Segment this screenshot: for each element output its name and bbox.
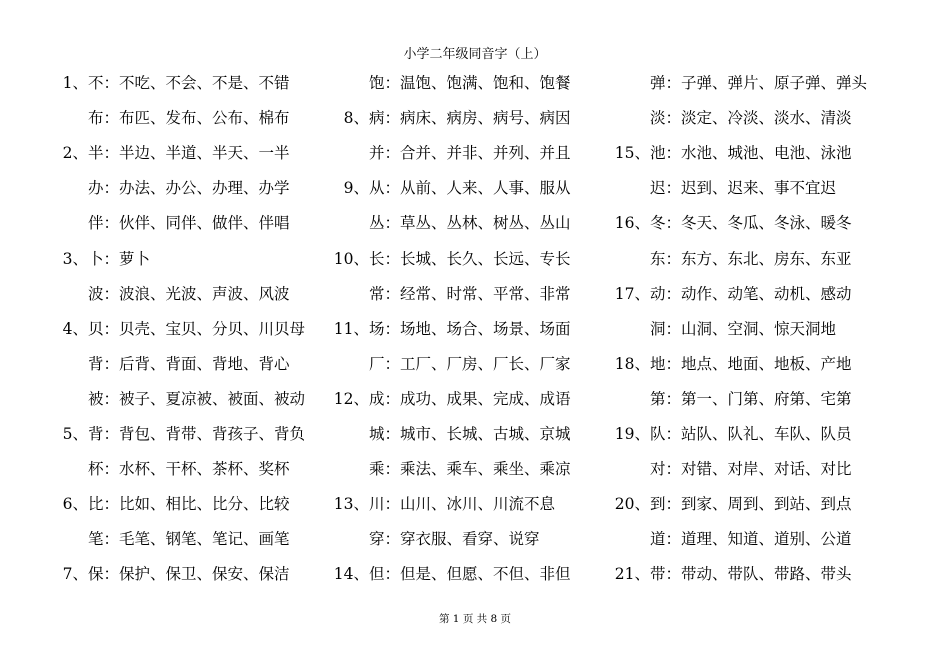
entry-text: 穿：穿衣服、看穿、说穿 [369, 530, 540, 549]
entry-text: 到：到家、周到、到站、到点 [650, 495, 852, 514]
entry-text: 队：站队、队礼、车队、队员 [650, 425, 852, 443]
entry-text: 冬：冬天、冬瓜、冬泳、暖冬 [650, 214, 852, 233]
entry-number: 6、 [62, 495, 88, 514]
entry-number-box [0, 487, 650, 522]
entry-text: 病：病床、病房、病号、病因 [369, 109, 571, 128]
entry-number-box [0, 277, 650, 312]
entry-text: 被：被子、夏凉被、被面、被动 [88, 389, 306, 408]
entry-number: 17、 [614, 284, 650, 303]
entry-number: 11、 [333, 319, 369, 338]
entry-text: 东：东方、东北、房东、东亚 [650, 249, 852, 268]
list-item [0, 206, 950, 241]
entry-text: 卜：萝卜 [88, 249, 151, 268]
entry-number: 19、 [614, 425, 650, 443]
entry-text: 厂：工厂、厂房、厂长、厂家 [369, 354, 571, 373]
entry-text: 迟：迟到、迟来、事不宜迟 [650, 179, 837, 198]
entry-text: 从：从前、人来、人事、服从 [369, 179, 571, 198]
entry-number: 18、 [614, 354, 650, 373]
page-footer: 第 1 页 共 8 页 [438, 613, 512, 625]
entry-number-box [0, 382, 650, 417]
entry-number-box [0, 312, 650, 347]
entry-text: 比：比如、相比、比分、比较 [88, 495, 290, 514]
entry-number: 15、 [614, 144, 650, 163]
entry-number: 3、 [62, 249, 88, 268]
entry-text: 笔：毛笔、钢笔、笔记、画笔 [88, 530, 290, 549]
entry-text: 城：城市、长城、古城、京城 [369, 425, 571, 443]
entry-text: 乘：乘法、乘车、乘坐、乘凉 [369, 460, 571, 479]
entry-text: 池：水池、城池、电池、泳池 [650, 144, 852, 163]
entry-text: 地：地点、地面、地板、产地 [650, 354, 852, 373]
entry-number-box [0, 171, 650, 206]
entry-number-box [0, 136, 650, 171]
entry-text: 道：道理、知道、道别、公道 [650, 530, 852, 549]
entry-text: 常：经常、时常、平常、非常 [369, 284, 571, 303]
entry-text: 第：第一、门第、府第、宅第 [650, 389, 852, 408]
entry-text: 对：对错、对岸、对话、对比 [650, 460, 852, 479]
list-item [0, 522, 950, 557]
entry-text: 动：动作、动笔、动机、感动 [650, 284, 852, 303]
list-item [0, 171, 950, 206]
list-item [0, 66, 950, 101]
entry-text: 场：场地、场合、场景、场面 [369, 319, 571, 338]
list-item [0, 487, 950, 522]
entry-number-box [0, 452, 650, 487]
entry-number: 4、 [62, 319, 88, 338]
entry-number-box [0, 66, 650, 101]
entry-number-box [0, 347, 650, 382]
page-title: 小学二年级同音字（上） [403, 47, 547, 62]
entry-text: 成：成功、成果、完成、成语 [369, 389, 571, 408]
entry-text: 川：山川、冰川、川流不息 [369, 495, 556, 514]
entry-number-box [0, 522, 650, 557]
entry-number: 21、 [614, 565, 650, 584]
list-item [0, 242, 950, 277]
entry-number: 14、 [333, 565, 369, 584]
word-columns [0, 66, 950, 596]
list-item [0, 136, 950, 171]
list-item [0, 452, 950, 487]
entry-text: 贝：贝壳、宝贝、分贝、川贝母 [88, 319, 306, 338]
list-item [0, 101, 950, 136]
entry-number: 12、 [333, 389, 369, 408]
entry-text: 弹：子弹、弹片、原子弹、弹头 [650, 74, 868, 92]
list-item [0, 312, 950, 347]
entry-number-box [0, 417, 650, 452]
entry-text: 办：办法、办公、办理、办学 [88, 179, 290, 198]
entry-number: 2、 [62, 144, 88, 163]
entry-text: 波：波浪、光波、声波、风波 [88, 284, 290, 303]
entry-number: 7、 [62, 565, 88, 584]
entry-text: 背：背包、背带、背孩子、背负 [88, 425, 306, 443]
entry-text: 饱：温饱、饱满、饱和、饱餐 [369, 74, 571, 92]
entry-text: 淡：淡定、冷淡、淡水、清淡 [650, 109, 852, 128]
entry-text: 半：半边、半道、半天、一半 [88, 144, 290, 163]
entry-number: 16、 [614, 214, 650, 233]
list-item [0, 557, 950, 592]
entry-number: 13、 [333, 495, 369, 514]
entry-number: 10、 [333, 249, 369, 268]
entry-number-box [0, 242, 650, 277]
list-item [0, 382, 950, 417]
entry-number-box [0, 101, 650, 136]
entry-number-box [0, 557, 650, 592]
entry-text: 伴：伙伴、同伴、做伴、伴唱 [88, 214, 290, 233]
entry-text: 洞：山洞、空洞、惊天洞地 [650, 319, 837, 338]
entry-number: 8、 [343, 109, 369, 128]
entry-text: 杯：水杯、干杯、茶杯、奖杯 [88, 460, 290, 479]
entry-text: 不：不吃、不会、不是、不错 [88, 74, 290, 92]
entry-number: 5、 [62, 425, 88, 443]
entry-text: 但：但是、但愿、不但、非但 [369, 565, 571, 584]
entry-text: 背：后背、背面、背地、背心 [88, 354, 290, 373]
list-item [0, 277, 950, 312]
entry-text: 布：布匹、发布、公布、棉布 [88, 109, 290, 128]
list-item [0, 347, 950, 382]
list-item [0, 417, 950, 452]
entry-text: 丛：草丛、丛林、树丛、丛山 [369, 214, 571, 233]
entry-number: 1、 [62, 74, 88, 92]
entry-text: 保：保护、保卫、保安、保洁 [88, 565, 290, 584]
entry-text: 长：长城、长久、长远、专长 [369, 249, 571, 268]
entry-number-box [0, 206, 650, 241]
entry-number: 20、 [614, 495, 650, 514]
entry-text: 并：合并、并非、并列、并且 [369, 144, 571, 163]
entry-number: 9、 [343, 179, 369, 198]
entry-text: 带：带动、带队、带路、带头 [650, 565, 852, 584]
